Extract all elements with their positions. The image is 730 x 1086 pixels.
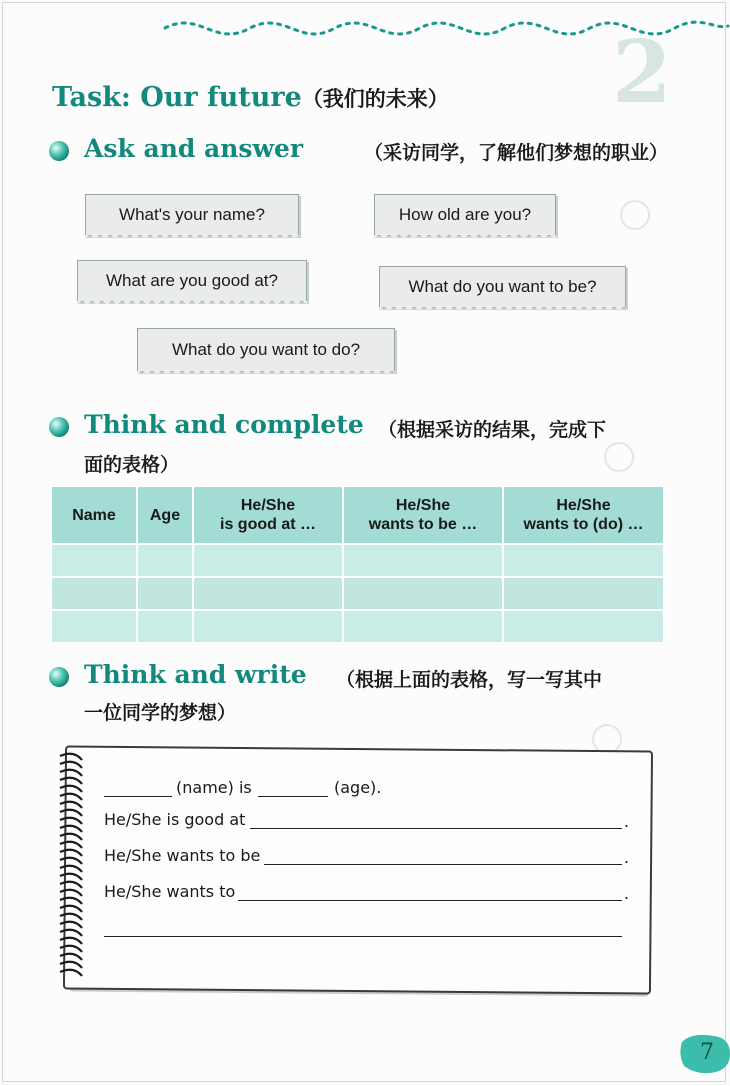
period: . xyxy=(624,848,630,867)
table-cell[interactable] xyxy=(503,610,664,643)
question-card xyxy=(379,266,626,308)
wants-to-label: He/She wants to xyxy=(104,882,236,901)
question-card xyxy=(374,194,556,236)
question-text: What do you want to do? xyxy=(171,340,361,359)
blank-age[interactable] xyxy=(258,796,328,797)
bullet-ball-icon xyxy=(48,140,70,162)
question-text: What are you good at? xyxy=(105,271,278,290)
show-through-numeral: 2 xyxy=(612,22,672,123)
task-title-cn: （我们的未来） xyxy=(301,87,449,111)
blank-good-at[interactable] xyxy=(250,828,622,829)
name-label: (name) is xyxy=(176,778,252,797)
section-title: Think and write xyxy=(84,660,307,689)
section-ask-and-answer xyxy=(48,134,688,174)
table-cell[interactable] xyxy=(343,610,503,643)
page-number: 7 xyxy=(700,1040,714,1065)
blank-wants-to-be[interactable] xyxy=(264,864,622,865)
question-text: How old are you? xyxy=(398,205,532,224)
table-cell[interactable] xyxy=(503,544,664,577)
question-card xyxy=(137,328,395,372)
blank-wants-to[interactable] xyxy=(238,900,622,901)
section-title-cn-continued: 一位同学的梦想） xyxy=(84,702,237,724)
table-cell[interactable] xyxy=(193,577,343,610)
table-cell[interactable] xyxy=(137,610,193,643)
question-text: What do you want to be? xyxy=(408,277,597,296)
header-good-at: He/She is good at … xyxy=(193,486,343,544)
table-row xyxy=(51,577,664,610)
section-title-cn-continued: 面的表格） xyxy=(84,454,180,476)
question-card xyxy=(85,194,299,236)
section-think-and-write xyxy=(48,660,688,730)
header-wants-to-be: He/She wants to be … xyxy=(343,486,503,544)
bullet-ball-icon xyxy=(48,416,70,438)
show-through-circle xyxy=(620,200,650,230)
question-text: What's your name? xyxy=(119,205,265,224)
table-cell[interactable] xyxy=(193,610,343,643)
task-title xyxy=(52,82,449,113)
table-header-row xyxy=(51,486,664,544)
period: . xyxy=(624,812,630,831)
section-title-cn: （根据采访的结果，完成下 xyxy=(378,419,607,441)
table-cell[interactable] xyxy=(343,544,503,577)
table-cell[interactable] xyxy=(137,577,193,610)
section-title-cn: （采访同学，了解他们梦想的职业） xyxy=(364,142,669,164)
survey-table xyxy=(50,485,665,644)
table-cell[interactable] xyxy=(503,577,664,610)
table-row xyxy=(51,544,664,577)
section-title: Think and complete xyxy=(84,410,364,439)
period: . xyxy=(624,884,630,903)
table-row xyxy=(51,610,664,643)
section-title-cn: （根据上面的表格，写一写其中 xyxy=(336,669,603,691)
question-card xyxy=(77,260,307,302)
blank-extra-line[interactable] xyxy=(104,936,622,937)
notebook-spiral-icon xyxy=(52,748,92,988)
blank-name[interactable] xyxy=(104,796,172,797)
section-think-and-complete xyxy=(48,410,688,480)
table-cell[interactable] xyxy=(193,544,343,577)
table-cell[interactable] xyxy=(51,544,137,577)
header-name: Name xyxy=(51,486,137,544)
header-wants-to-do: He/She wants to (do) … xyxy=(503,486,664,544)
page-number-badge xyxy=(676,1032,730,1076)
age-label: (age). xyxy=(334,778,382,797)
header-age: Age xyxy=(137,486,193,544)
table-cell[interactable] xyxy=(343,577,503,610)
wants-to-be-label: He/She wants to be xyxy=(104,846,261,865)
task-title-en: Task: Our future xyxy=(52,82,302,113)
good-at-label: He/She is good at xyxy=(104,810,246,829)
section-title: Ask and answer xyxy=(84,134,304,163)
bullet-ball-icon xyxy=(48,666,70,688)
table-cell[interactable] xyxy=(137,544,193,577)
table-cell[interactable] xyxy=(51,610,137,643)
table-cell[interactable] xyxy=(51,577,137,610)
